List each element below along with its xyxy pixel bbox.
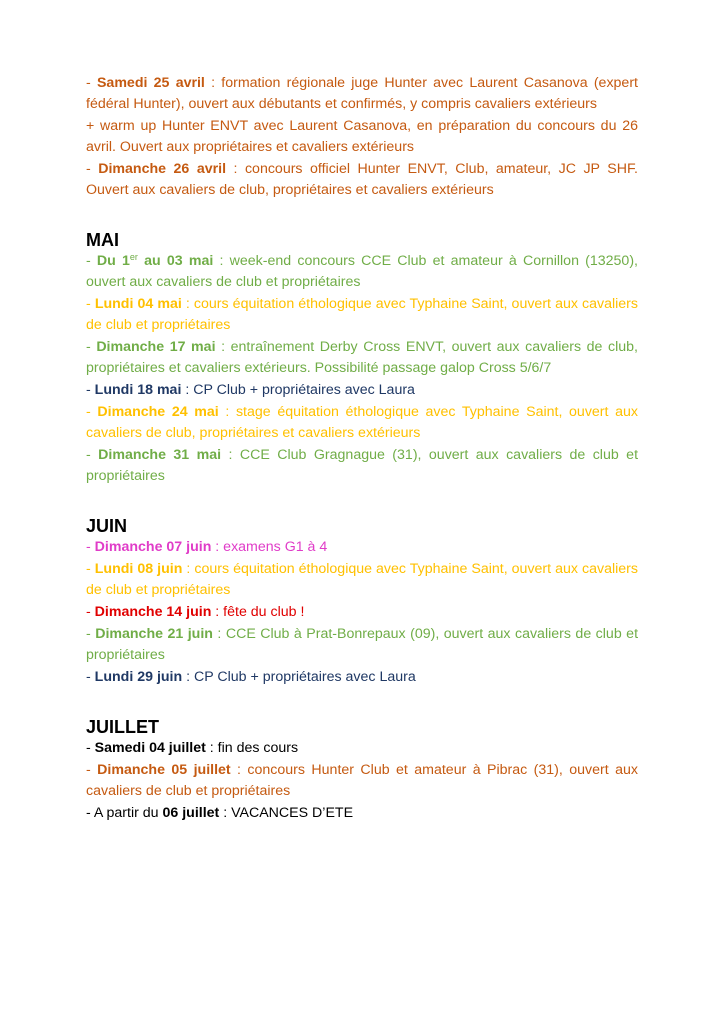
event-date: 06 juillet	[162, 805, 220, 821]
event-prefix: - A partir du	[86, 805, 163, 821]
event-date: Dimanche 05 juillet	[97, 762, 231, 778]
event-date: Lundi 04 mai	[94, 296, 182, 312]
event-description: : entraînement Derby Cross ENVT, ouvert aux cavaliers de club, propriétaires et cavaliers extérieurs. Possibilité passage galop Cross 5/6/7	[86, 339, 638, 376]
event-description: : VACANCES D’ETE	[219, 805, 354, 821]
event-description: : cours équitation éthologique avec Typhaine Saint, ouvert aux cavaliers de club et propriétaires	[86, 296, 639, 333]
event-date: Du 1	[96, 253, 130, 269]
event-entry: - Dimanche 05 juillet : concours Hunter Club et amateur à Pibrac (31), ouvert aux cavaliers de club et propriétaires	[86, 762, 638, 799]
juillet-entries	[86, 738, 638, 802]
event-date: Lundi 08 juin	[94, 561, 183, 577]
event-date: Lundi 29 juin	[94, 669, 183, 685]
event-description: : week-end concours CCE Club et amateur à Cornillon (13250), ouvert aux cavaliers de club et propriétaires	[86, 253, 638, 290]
event-description: : concours officiel Hunter ENVT, Club, amateur, JC JP SHF. Ouvert aux cavaliers de club, propriétaires et cavaliers extérieurs	[86, 161, 638, 198]
event-entry: - Dimanche 24 mai : stage équitation éthologique avec Typhaine Saint, ouvert aux cavaliers de club, propriétaires et cavaliers extérieurs	[86, 404, 638, 441]
event-entry: - Dimanche 21 juin : CCE Club à Prat-Bonrepaux (09), ouvert aux cavaliers de club et propriétaires	[86, 626, 639, 663]
section-title-mai: MAI	[86, 230, 119, 250]
event-entry: - Lundi 29 juin : CP Club + propriétaires avec Laura	[86, 669, 416, 685]
event-entry: - Du 1er au 03 mai : week-end concours CCE Club et amateur à Cornillon (13250), ouvert aux cavaliers de club et propriétaires	[86, 252, 638, 290]
event-entry: - Lundi 08 juin : cours équitation éthologique avec Typhaine Saint, ouvert aux cavaliers de club et propriétaires	[86, 561, 638, 598]
event-date: Samedi 04 juillet	[94, 740, 206, 756]
event-date: Samedi 25 avril	[96, 75, 205, 91]
event-description: + warm up Hunter ENVT avec Laurent Casanova, en préparation du concours du 26 avril. Ouvert aux propriétaires et cavaliers extérieurs	[86, 118, 638, 155]
event-description: : fin des cours	[205, 740, 299, 756]
juin-entries	[86, 537, 638, 688]
event-date: Dimanche 21 juin	[95, 626, 213, 642]
avril-entries	[86, 73, 638, 201]
event-entry: - Lundi 04 mai : cours équitation éthologique avec Typhaine Saint, ouvert aux cavaliers de club et propriétaires	[86, 296, 639, 333]
event-description: : CCE Club Gragnague (31), ouvert aux cavaliers de club et propriétaires	[86, 447, 639, 484]
event-description: : concours Hunter Club et amateur à Pibrac (31), ouvert aux cavaliers de club et propriétaires	[86, 762, 638, 799]
event-description: : CP Club + propriétaires avec Laura	[182, 669, 416, 685]
event-date: Lundi 18 mai	[94, 382, 182, 398]
event-entry: - Dimanche 14 juin : fête du club !	[86, 604, 305, 620]
event-description: : cours équitation éthologique avec Typhaine Saint, ouvert aux cavaliers de club et propriétaires	[86, 561, 638, 598]
event-date: Dimanche 26 avril	[98, 161, 227, 177]
event-entry: - Samedi 04 juillet : fin des cours	[86, 740, 299, 756]
event-description: : formation régionale juge Hunter avec Laurent Casanova (expert fédéral Hunter), ouvert aux débutants et confirmés, y compris cavaliers extérieurs	[86, 75, 638, 112]
event-entry: - Dimanche 07 juin : examens G1 à 4	[86, 539, 328, 555]
event-description: : fête du club !	[211, 604, 305, 620]
event-date: au 03 mai	[137, 253, 214, 269]
event-entry	[86, 116, 638, 158]
event-entry	[86, 803, 638, 824]
event-entry: - Dimanche 26 avril : concours officiel Hunter ENVT, Club, amateur, JC JP SHF. Ouvert aux cavaliers de club, propriétaires et cavaliers extérieurs	[86, 161, 638, 198]
event-entry: - Samedi 25 avril : formation régionale juge Hunter avec Laurent Casanova (expert fédéral Hunter), ouvert aux débutants et confirmés, y compris cavaliers extérieurs	[86, 75, 638, 112]
event-entry: - Dimanche 31 mai : CCE Club Gragnague (31), ouvert aux cavaliers de club et propriétaires	[86, 447, 639, 484]
event-entry: - Lundi 18 mai : CP Club + propriétaires avec Laura	[86, 382, 415, 398]
event-description: : examens G1 à 4	[211, 539, 328, 555]
event-date: Dimanche 07 juin	[94, 539, 212, 555]
section-title-juillet: JUILLET	[86, 717, 160, 737]
event-date: Dimanche 31 mai	[98, 447, 222, 463]
event-description: : stage équitation éthologique avec Typhaine Saint, ouvert aux cavaliers de club, propriétaires et cavaliers extérieurs	[86, 404, 638, 441]
event-description: : CP Club + propriétaires avec Laura	[181, 382, 415, 398]
event-date: Dimanche 24 mai	[97, 404, 219, 420]
event-description: : CCE Club à Prat-Bonrepaux (09), ouvert aux cavaliers de club et propriétaires	[86, 626, 639, 663]
event-date: Dimanche 14 juin	[94, 604, 212, 620]
event-entry: - Dimanche 17 mai : entraînement Derby Cross ENVT, ouvert aux cavaliers de club, propriétaires et cavaliers extérieurs. Possibilité passage galop Cross 5/6/7	[86, 339, 638, 376]
section-title-juin: JUIN	[86, 516, 128, 536]
event-date: Dimanche 17 mai	[96, 339, 216, 355]
calendar-content	[86, 73, 638, 825]
mai-entries	[86, 294, 638, 487]
event-date-superscript: er	[129, 252, 138, 262]
